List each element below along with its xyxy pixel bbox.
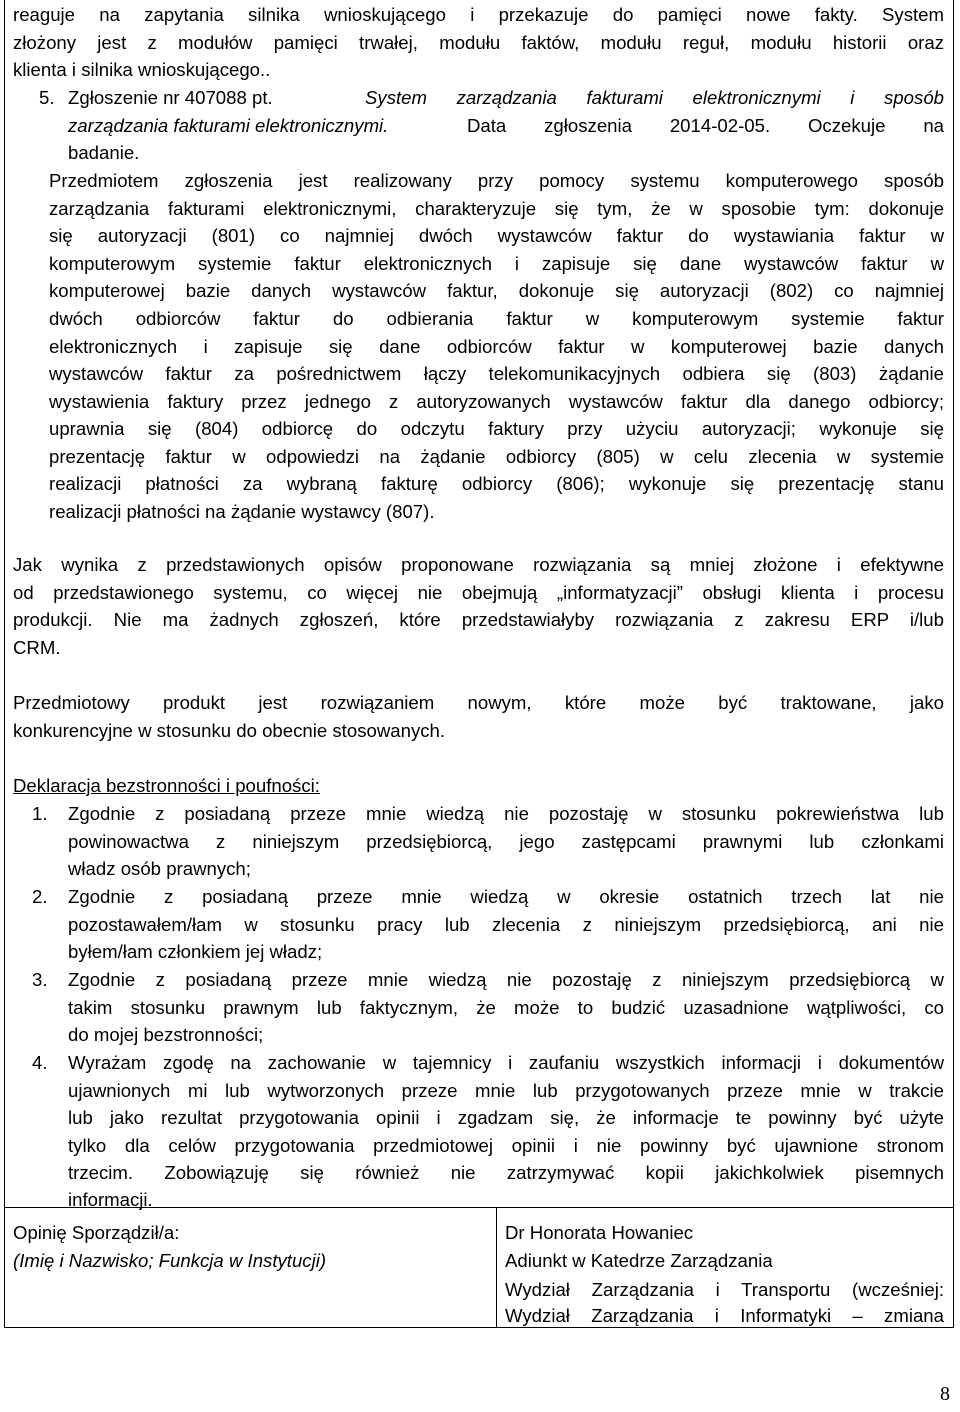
declaration-item-3-number: 3. <box>32 969 48 990</box>
description-line-13: realizacji płatności na żądanie wystawcy (807). <box>49 501 435 522</box>
declaration-item-3-line-2: takim stosunku prawnym lub faktycznym, że może to budzić uzasadnione wątpliwości, co <box>68 997 944 1018</box>
signature-right-line-3: Wydział Zarządzania i Transportu (wcześniej: <box>505 1279 944 1300</box>
entry-title-line-2: zarządzania fakturami elektronicznymi. <box>68 115 389 136</box>
declaration-item-1-line-3: władz osób prawnych; <box>68 858 251 879</box>
declaration-item-4-line-5: trzecim. Zobowiązuję się również nie zatrzymywać kopii jakichkolwiek pisemnych <box>68 1162 944 1183</box>
declaration-item-2-line-1: Zgodnie z posiadaną przeze mnie wiedzą w okresie ostatnich trzech lat nie <box>68 886 944 907</box>
description-line-11: prezentację faktur w odpowiedzi na żądanie odbiorcy (805) w celu zlecenia w systemie <box>49 446 944 467</box>
declaration-item-2-line-2: pozostawałem/łam w stosunku pracy lub zlecenia z niniejszym przedsiębiorcą, ani nie <box>68 914 944 935</box>
description-line-4: komputerowym systemie faktur elektronicznych i zapisuje się dane wystawców faktur w <box>49 253 944 274</box>
entry-number: 5. <box>39 87 55 108</box>
declaration-item-4-number: 4. <box>32 1052 48 1073</box>
entry-title-line-1: System zarządzania fakturami elektronicznymi i sposób <box>365 87 944 108</box>
top-block-line-2: złożony jest z modułów pamięci trwałej, modułu faktów, modułu reguł, modułu historii oraz <box>13 32 944 53</box>
product-line-1: Przedmiotowy produkt jest rozwiązaniem nowym, które może być traktowane, jako <box>13 692 944 713</box>
description-line-10: uprawnia się (804) odbiorcę do odczytu faktury przy użyciu autoryzacji; wykonuje się <box>49 418 944 439</box>
signature-right-line-1: Dr Honorata Howaniec <box>505 1222 694 1243</box>
top-block-line-3: klienta i silnika wnioskującego.. <box>13 59 271 80</box>
description-line-5: komputerowej bazie danych wystawców faktur, dokonuje się autoryzacji (802) co najmniej <box>49 280 944 301</box>
signature-left-hint: (Imię i Nazwisko; Funkcja w Instytucji) <box>13 1250 327 1271</box>
summary-line-2: od przedstawionego systemu, co więcej nie obejmują „informatyzacji” obsługi klienta i procesu <box>13 582 944 603</box>
declaration-item-4-line-3: lub jako rezultat przygotowania opinii i zgadzam się, że informacje te powinny być użyte <box>68 1107 944 1128</box>
description-line-8: wystawców faktur za pośrednictwem łączy telekomunikacyjnych odbiera się (803) żądanie <box>49 363 944 384</box>
declaration-item-2-line-3: byłem/łam członkiem jej władz; <box>68 941 323 962</box>
description-line-6: dwóch odbiorców faktur do odbierania faktur w komputerowym systemie faktur <box>49 308 944 329</box>
declaration-item-1-line-1: Zgodnie z posiadaną przeze mnie wiedzą nie pozostaję w stosunku pokrewieństwa lub <box>68 803 944 824</box>
description-line-2: zarządzania fakturami elektronicznymi, charakteryzuje się tym, że w sposobie tym: dokonuje <box>49 198 944 219</box>
declaration-item-2-number: 2. <box>32 886 48 907</box>
summary-line-3: produkcji. Nie ma żadnych zgłoszeń, które przedstawiałyby rozwiązania z zakresu ERP i/lub <box>13 609 944 630</box>
signature-right-line-2: Adiunkt w Katedrze Zarządzania <box>505 1250 773 1271</box>
declaration-item-3-line-1: Zgodnie z posiadaną przeze mnie wiedzą nie pozostaję z niniejszym przedsiębiorcą w <box>68 969 944 990</box>
declaration-item-4-line-4: tylko dla celów przygotowania przedmiotowej opinii i nie powinny być ujawnione stronom <box>68 1135 944 1156</box>
entry-label: Zgłoszenie nr 407088 pt. <box>68 87 273 108</box>
declaration-item-4-line-1: Wyrażam zgodę na zachowanie w tajemnicy i zaufaniu wszystkich informacji i dokumentów <box>68 1052 944 1073</box>
declaration-item-3-line-3: do mojej bezstronności; <box>68 1024 264 1045</box>
declaration-item-1-number: 1. <box>32 803 48 824</box>
declaration-item-4-line-2: ujawnionych mi lub wytworzonych przeze mnie lub przygotowanych przeze mnie w trakcie <box>68 1080 944 1101</box>
declaration-item-1-line-2: powinowactwa z niniejszym przedsiębiorcą, jego zastępcami prawnymi lub członkami <box>68 831 944 852</box>
description-line-1: Przedmiotem zgłoszenia jest realizowany przy pomocy systemu komputerowego sposób <box>49 170 944 191</box>
page-number: 8 <box>940 1383 950 1405</box>
description-line-12: realizacji płatności za wybraną fakturę odbiorcy (806); wykonuje się prezentację stanu <box>49 473 944 494</box>
declaration-heading: Deklaracja bezstronności i poufności: <box>13 775 320 796</box>
description-line-3: się autoryzacji (801) co najmniej dwóch wystawców faktur do wystawiania faktur w <box>49 225 944 246</box>
top-block-line-1: reaguje na zapytania silnika wnioskującego i przekazuje do pamięci nowe fakty. System <box>13 4 944 25</box>
signature-right-line-4: Wydział Zarządzania i Informatyki – zmiana <box>505 1305 944 1326</box>
signature-left-label: Opinię Sporządził/a: <box>13 1222 180 1243</box>
entry-meta-line-3: badanie. <box>68 142 140 163</box>
description-line-9: wystawienia faktury przez jednego z autoryzowanych wystawców faktur dla danego odbiorcy; <box>49 391 944 412</box>
product-line-2: konkurencyjne w stosunku do obecnie stosowanych. <box>13 720 446 741</box>
declaration-item-4-line-6: informacji. <box>68 1189 153 1210</box>
signature-column-divider <box>496 1208 497 1327</box>
summary-line-1: Jak wynika z przedstawionych opisów proponowane rozwiązania są mniej złożone i efektywne <box>13 554 944 575</box>
entry-meta-line-2: Data zgłoszenia 2014-02-05. Oczekuje na <box>467 115 944 136</box>
summary-line-4: CRM. <box>13 637 61 658</box>
description-line-7: elektronicznych i zapisuje się dane odbiorców faktur w komputerowej bazie danych <box>49 336 944 357</box>
